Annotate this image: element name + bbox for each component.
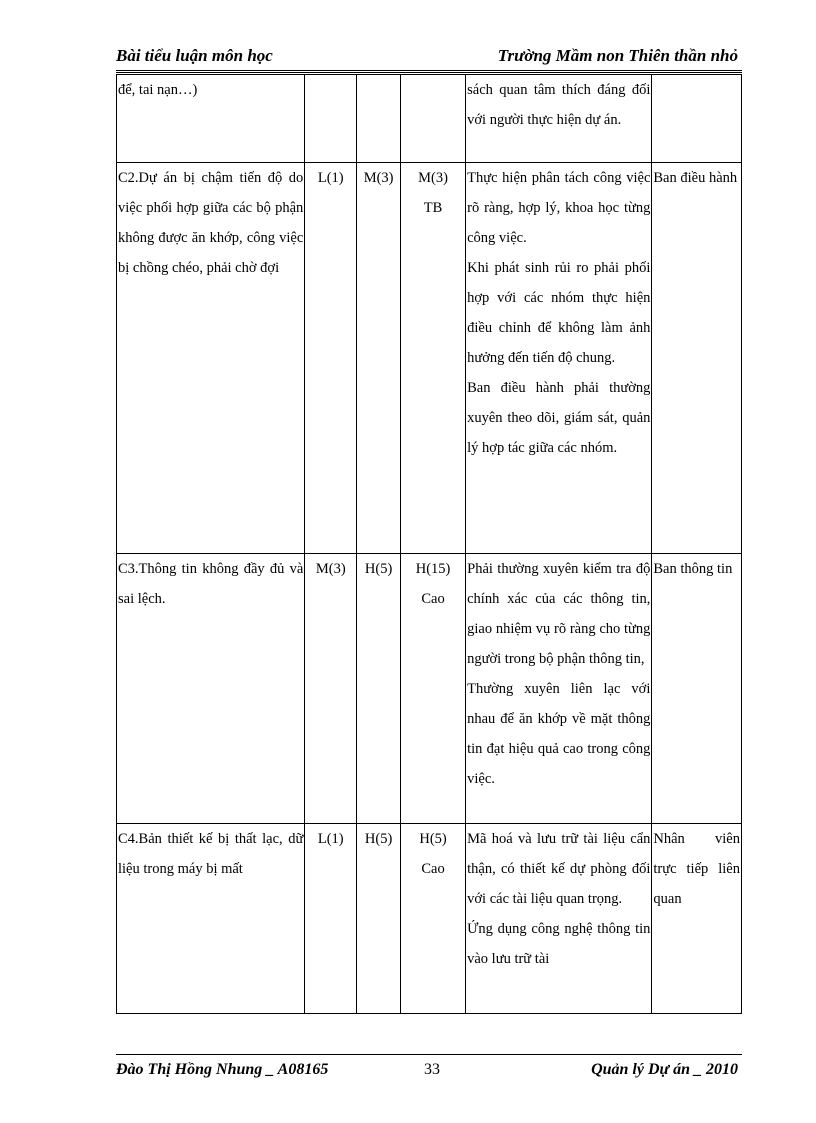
likelihood-cell: L(1) bbox=[305, 824, 357, 1014]
response-paragraph: Ứng dụng công nghệ thông tin vào lưu trữ tài bbox=[467, 921, 651, 967]
table-row bbox=[117, 75, 742, 163]
response-paragraph: Ban điều hành phải thường xuyên theo dõi, giám sát, quản lý hợp tác giữa các nhóm. bbox=[467, 380, 651, 456]
likelihood-cell: L(1) bbox=[305, 163, 357, 554]
page-number: 33 bbox=[424, 1061, 440, 1078]
page-header bbox=[116, 44, 742, 73]
header-right-title: Trường Mầm non Thiên thần nhỏ bbox=[497, 46, 738, 65]
likelihood-cell: M(3) bbox=[305, 554, 357, 824]
response-paragraph: Khi phát sinh rủi ro phải phối hợp với các nhóm thực hiện điều chỉnh để không làm ảnh hưởng đến tiến độ chung. bbox=[467, 260, 651, 366]
response-cell bbox=[466, 554, 652, 824]
level-value: M(3) bbox=[418, 170, 448, 186]
owner-cell: Nhân viên trực tiếp liên quan bbox=[652, 824, 742, 1014]
owner-cell: Ban điều hành bbox=[652, 163, 742, 554]
response-paragraph: Mã hoá và lưu trữ tài liệu cẩn thận, có thiết kế dự phòng đối với các tài liệu quan trọng. bbox=[467, 831, 651, 907]
response-cell bbox=[466, 824, 652, 1014]
header-left-title: Bài tiểu luận môn học bbox=[116, 46, 273, 65]
response-cell bbox=[466, 75, 652, 163]
response-paragraph: Thực hiện phân tách công việc rõ ràng, hợp lý, khoa học từng công việc. bbox=[467, 170, 651, 246]
table-row bbox=[117, 824, 742, 1014]
response-cell bbox=[466, 163, 652, 554]
risk-cell: để, tai nạn…) bbox=[117, 75, 305, 163]
response-paragraph: Phải thường xuyên kiểm tra độ chính xác của các thông tin, giao nhiệm vụ rõ ràng cho từng người trong bộ phận thông tin, bbox=[467, 561, 651, 667]
impact-cell: H(5) bbox=[357, 824, 401, 1014]
risk-cell: C4.Bản thiết kế bị thất lạc, dữ liệu trong máy bị mất bbox=[117, 824, 305, 1014]
level-cell bbox=[400, 554, 465, 824]
level-cell bbox=[400, 163, 465, 554]
response-paragraph: Thường xuyên liên lạc với nhau để ăn khớp về mặt thông tin đạt hiệu quả cao trong công việc. bbox=[467, 681, 651, 787]
table-row bbox=[117, 163, 742, 554]
impact-cell: M(3) bbox=[357, 163, 401, 554]
level-text: Cao bbox=[421, 861, 445, 877]
table-row bbox=[117, 554, 742, 824]
risk-table bbox=[116, 74, 742, 1014]
level-value: H(5) bbox=[419, 831, 447, 847]
level-text: TB bbox=[423, 200, 443, 216]
level-cell bbox=[400, 824, 465, 1014]
footer-author: Đào Thị Hồng Nhung _ A08165 bbox=[116, 1061, 329, 1078]
risk-cell: C2.Dự án bị chậm tiến độ do việc phối hợp giữa các bộ phận không được ăn khớp, công việc bị chồng chéo, phải chờ đợi bbox=[117, 163, 305, 554]
owner-cell bbox=[652, 75, 742, 163]
impact-cell: H(5) bbox=[357, 554, 401, 824]
footer-course: Quản lý Dự án _ 2010 bbox=[591, 1061, 738, 1078]
level-cell bbox=[400, 75, 465, 163]
likelihood-cell bbox=[305, 75, 357, 163]
response-paragraph: sách quan tâm thích đáng đối với người thực hiện dự án. bbox=[467, 82, 651, 128]
level-text: Cao bbox=[421, 591, 445, 607]
owner-cell: Ban thông tin bbox=[652, 554, 742, 824]
risk-cell: C3.Thông tin không đầy đủ và sai lệch. bbox=[117, 554, 305, 824]
level-value: H(15) bbox=[415, 561, 451, 577]
impact-cell bbox=[357, 75, 401, 163]
page-footer bbox=[116, 1054, 742, 1085]
